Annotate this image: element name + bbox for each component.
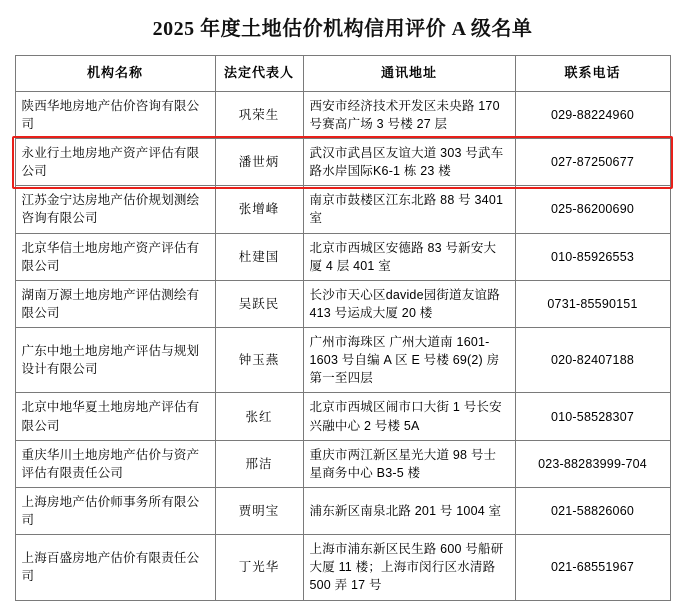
cell-address: 南京市鼓楼区江东北路 88 号 3401 室 bbox=[303, 186, 515, 233]
cell-phone: 023-88283999-704 bbox=[515, 440, 670, 487]
cell-org-name: 永业行土地房地产资产评估有限公司 bbox=[15, 139, 215, 186]
cell-legal-rep: 张红 bbox=[215, 393, 303, 440]
cell-org-name: 上海房地产估价师事务所有限公司 bbox=[15, 487, 215, 534]
cell-legal-rep: 张增峰 bbox=[215, 186, 303, 233]
table-row bbox=[15, 535, 670, 600]
table-row bbox=[15, 233, 670, 280]
cell-legal-rep: 杜建国 bbox=[215, 233, 303, 280]
cell-legal-rep: 吴跃民 bbox=[215, 280, 303, 327]
cell-address: 广州市海珠区 广州大道南 1601-1603 号自编 A 区 E 号楼 69(2) 房第一至四层 bbox=[303, 328, 515, 393]
cell-org-name: 上海百盛房地产估价有限责任公司 bbox=[15, 535, 215, 600]
table-header bbox=[15, 56, 670, 92]
cell-phone: 027-87250677 bbox=[515, 139, 670, 186]
cell-org-name: 湖南万源土地房地产评估测绘有限公司 bbox=[15, 280, 215, 327]
table-header-row bbox=[15, 56, 670, 92]
table-row bbox=[15, 393, 670, 440]
cell-phone: 021-58826060 bbox=[515, 487, 670, 534]
cell-address: 上海市浦东新区民生路 600 号船研大厦 11 楼；上海市闵行区水清路 500 弄 17 号 bbox=[303, 535, 515, 600]
table-row bbox=[15, 487, 670, 534]
table-row bbox=[15, 139, 670, 186]
cell-address: 浦东新区南泉北路 201 号 1004 室 bbox=[303, 487, 515, 534]
table-row bbox=[15, 328, 670, 393]
cell-address: 长沙市天心区davide园街道友谊路 413 号运成大厦 20 楼 bbox=[303, 280, 515, 327]
credit-rating-table bbox=[15, 55, 671, 601]
cell-address: 西安市经济技术开发区未央路 170 号赛高广场 3 号楼 27 层 bbox=[303, 91, 515, 138]
table-row bbox=[15, 440, 670, 487]
cell-address: 武汉市武昌区友谊大道 303 号武车路水岸国际K6-1 栋 23 楼 bbox=[303, 139, 515, 186]
cell-org-name: 陕西华地房地产估价咨询有限公司 bbox=[15, 91, 215, 138]
cell-address: 北京市西城区安德路 83 号新安大厦 4 层 401 室 bbox=[303, 233, 515, 280]
cell-phone: 0731-85590151 bbox=[515, 280, 670, 327]
cell-org-name: 北京中地华夏土地房地产评估有限公司 bbox=[15, 393, 215, 440]
table-row bbox=[15, 186, 670, 233]
page-title: 2025 年度土地估价机构信用评价 A 级名单 bbox=[152, 18, 533, 40]
cell-phone: 021-68551967 bbox=[515, 535, 670, 600]
cell-address: 北京市西城区闹市口大街 1 号长安兴融中心 2 号楼 5A bbox=[303, 393, 515, 440]
table-body bbox=[15, 91, 670, 600]
column-header-rep: 法定代表人 bbox=[215, 56, 303, 92]
cell-phone: 020-82407188 bbox=[515, 328, 670, 393]
cell-legal-rep: 潘世炳 bbox=[215, 139, 303, 186]
column-header-phone: 联系电话 bbox=[515, 56, 670, 92]
cell-legal-rep: 贾明宝 bbox=[215, 487, 303, 534]
cell-legal-rep: 巩荣生 bbox=[215, 91, 303, 138]
cell-address: 重庆市两江新区星光大道 98 号士星商务中心 B3-5 楼 bbox=[303, 440, 515, 487]
cell-phone: 010-58528307 bbox=[515, 393, 670, 440]
cell-org-name: 广东中地土地房地产评估与规划设计有限公司 bbox=[15, 328, 215, 393]
cell-org-name: 重庆华川土地房地产估价与资产评估有限责任公司 bbox=[15, 440, 215, 487]
cell-org-name: 江苏金宁达房地产估价规划测绘咨询有限公司 bbox=[15, 186, 215, 233]
cell-legal-rep: 钟玉燕 bbox=[215, 328, 303, 393]
cell-org-name: 北京华信土地房地产资产评估有限公司 bbox=[15, 233, 215, 280]
table-row bbox=[15, 91, 670, 138]
cell-legal-rep: 丁光华 bbox=[215, 535, 303, 600]
column-header-name: 机构名称 bbox=[15, 56, 215, 92]
cell-phone: 025-86200690 bbox=[515, 186, 670, 233]
cell-legal-rep: 邢洁 bbox=[215, 440, 303, 487]
table-row bbox=[15, 280, 670, 327]
column-header-address: 通讯地址 bbox=[303, 56, 515, 92]
cell-phone: 029-88224960 bbox=[515, 91, 670, 138]
cell-phone: 010-85926553 bbox=[515, 233, 670, 280]
